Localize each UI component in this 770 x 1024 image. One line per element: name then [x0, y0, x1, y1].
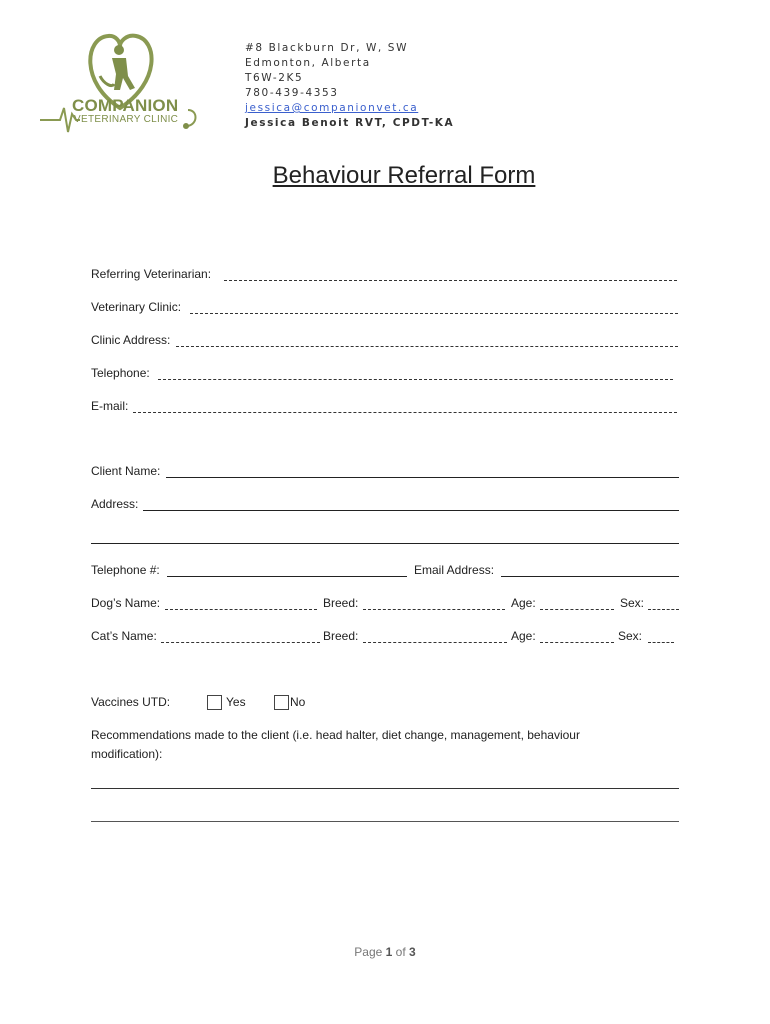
clinic-address-label: Clinic Address:: [91, 333, 171, 347]
vet-email-field[interactable]: [133, 412, 677, 413]
phone-number: 780-439-4353: [245, 87, 339, 99]
recommendations-line-1[interactable]: [91, 788, 679, 789]
of-word: of: [395, 945, 406, 959]
logo-name: COMPANION: [72, 96, 179, 115]
cat-breed-label: Breed:: [323, 629, 359, 643]
clinic-address-field[interactable]: [176, 346, 678, 347]
dog-name-field[interactable]: [165, 609, 317, 610]
dog-sex-field[interactable]: [648, 609, 679, 610]
contact-name: Jessica Benoit RVT, CPDT-KA: [245, 117, 455, 129]
vaccines-yes-label: Yes: [226, 695, 246, 709]
logo-subtitle: VETERINARY CLINIC: [74, 114, 179, 125]
page-total: 3: [409, 945, 416, 959]
cat-age-field[interactable]: [540, 642, 614, 643]
vet-clinic-label: Veterinary Clinic:: [91, 300, 182, 314]
address-line-1: #8 Blackburn Dr, W, SW: [245, 42, 409, 54]
cat-age-label: Age:: [511, 629, 536, 643]
client-address-field-2[interactable]: [91, 543, 679, 544]
dog-breed-label: Breed:: [323, 596, 359, 610]
vet-clinic-field[interactable]: [190, 313, 678, 314]
postal-code: T6W-2K5: [245, 72, 304, 84]
page-word: Page: [354, 945, 383, 959]
vet-email-label: E-mail:: [91, 399, 129, 413]
client-name-field[interactable]: [166, 477, 679, 478]
cat-breed-field[interactable]: [363, 642, 507, 643]
referring-vet-label: Referring Veterinarian:: [91, 267, 212, 281]
recommendations-label: Recommendations made to the client (i.e. head halter, diet change, management, behaviour: [91, 728, 580, 742]
telephone-label: Telephone:: [91, 366, 150, 380]
referring-vet-field[interactable]: [224, 280, 677, 281]
client-address-label: Address:: [91, 497, 139, 511]
cat-sex-label: Sex:: [618, 629, 643, 643]
recommendations-label-cont: modification):: [91, 747, 163, 761]
page-footer: [0, 945, 770, 959]
telephone-field[interactable]: [158, 379, 673, 380]
client-address-field[interactable]: [143, 510, 679, 511]
dog-age-field[interactable]: [540, 609, 614, 610]
cat-name-field[interactable]: [161, 642, 320, 643]
dog-breed-field[interactable]: [363, 609, 505, 610]
dog-sex-label: Sex:: [620, 596, 645, 610]
address-line-2: Edmonton, Alberta: [245, 57, 371, 69]
vaccines-no-label: No: [290, 695, 306, 709]
client-email-field[interactable]: [501, 576, 679, 577]
dog-name-label: Dog’s Name:: [91, 596, 161, 610]
contact-block: [245, 41, 454, 131]
email-link[interactable]: jessica@companionvet.ca: [245, 102, 419, 114]
client-telephone-label: Telephone #:: [91, 563, 160, 577]
vaccines-no-checkbox[interactable]: [274, 695, 289, 710]
vaccines-yes-checkbox[interactable]: [207, 695, 222, 710]
dog-age-label: Age:: [511, 596, 536, 610]
client-telephone-field[interactable]: [167, 576, 407, 577]
cat-sex-field[interactable]: [648, 642, 674, 643]
page-current: 1: [385, 945, 393, 959]
form-title: Behaviour Referral Form: [272, 162, 536, 189]
client-email-label: Email Address:: [414, 563, 495, 577]
client-name-label: Client Name:: [91, 464, 161, 478]
cat-name-label: Cat’s Name:: [91, 629, 157, 643]
recommendations-line-2[interactable]: [91, 821, 679, 822]
vaccines-label: Vaccines UTD:: [91, 695, 171, 709]
